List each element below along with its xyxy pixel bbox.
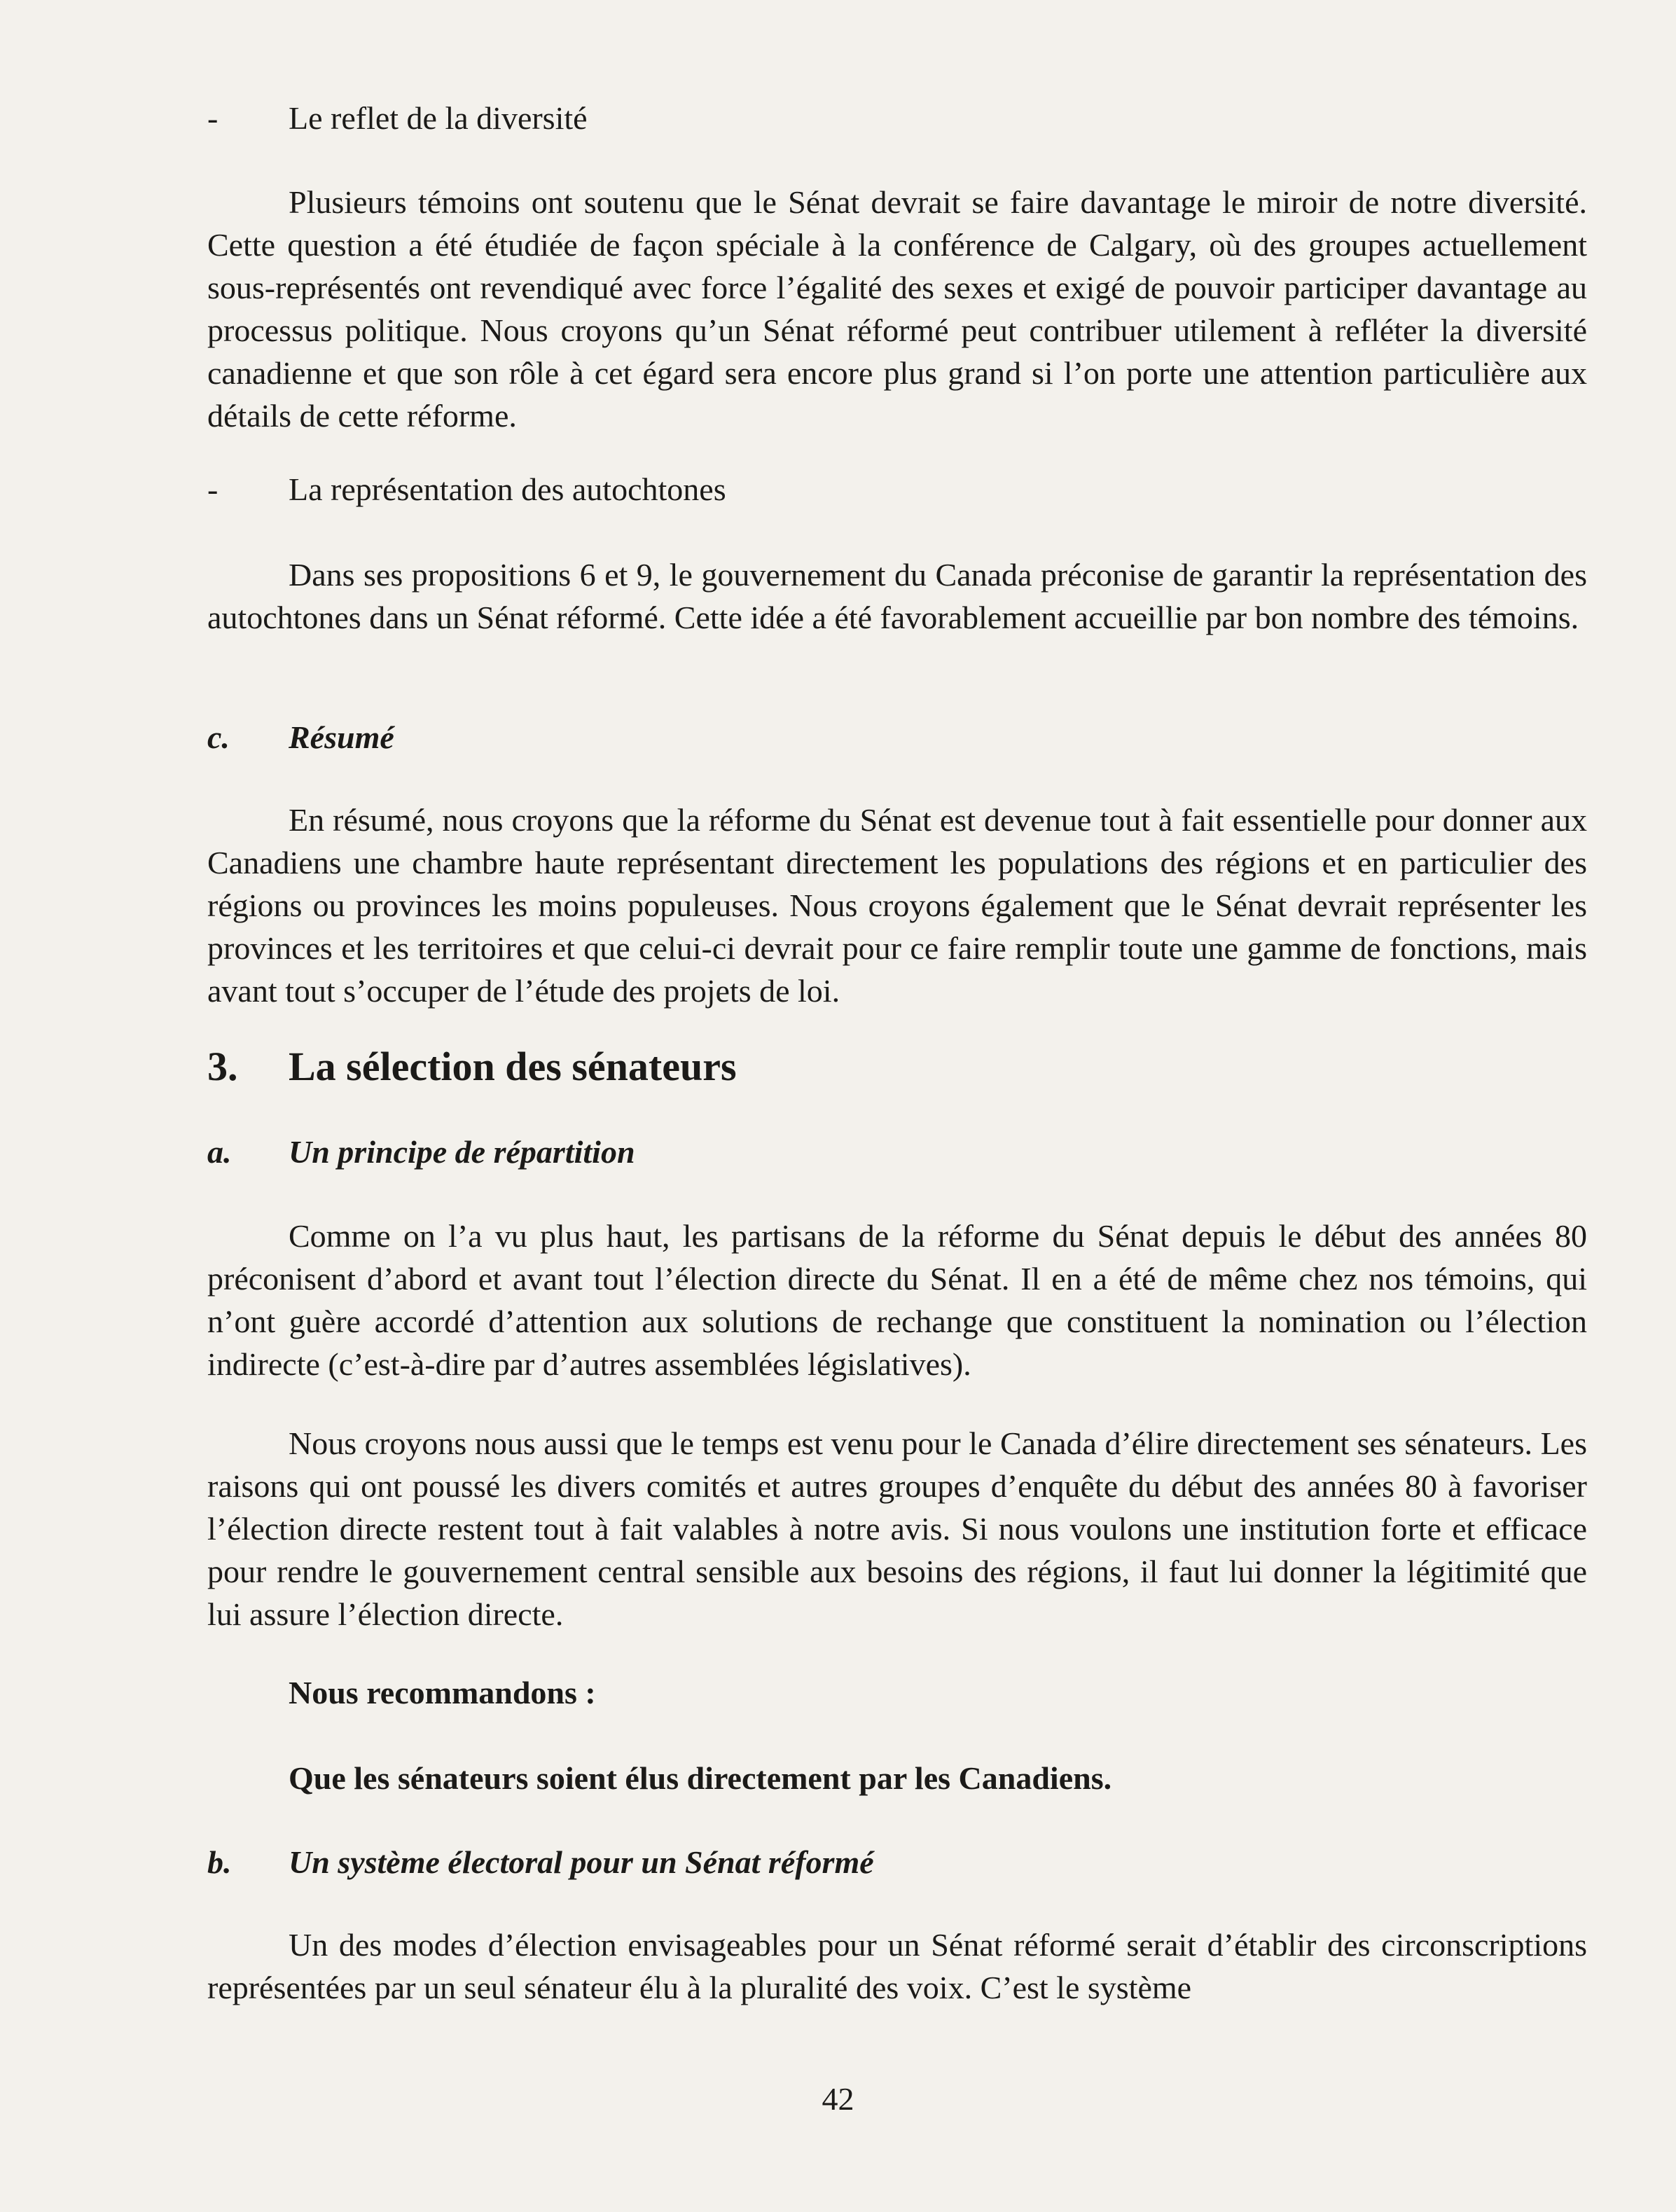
paragraph-text: Plusieurs témoins ont soutenu que le Sénat devrait se faire davantage le miroir de notre diversité. Cette question a été étudiée de façon spéciale à la conférence de Calgary, où des groupes actuellement sous-représentés ont revendiqué avec force l’égalité des sexes et exigé de pouvoir participer davantage au processus politique. Nous croyons qu’un Sénat réformé peut contribuer utilement à refléter la diversité canadienne et que son rôle à cet égard sera encore plus grand si l’on porte une attention particulière aux détails de cette réforme. — [207, 184, 1587, 434]
subheading-title: Un principe de répartition — [289, 1134, 635, 1170]
subheading — [207, 1841, 1587, 1883]
bullet-item — [207, 468, 1587, 511]
page-number: 42 — [822, 2081, 854, 2117]
paragraph-text: Comme on l’a vu plus haut, les partisans de la réforme du Sénat depuis le début des années 80 préconisent d’abord et avant tout l’élection directe du Sénat. Il en a été de même chez nos témoins, qui n’ont guère accordé d’attention aux solutions de rechange que constituent la nomination ou l’élection indirecte (c’est-à-dire par d’autres assemblées législatives). — [207, 1218, 1587, 1382]
paragraph — [207, 1923, 1587, 2009]
paragraph — [207, 1215, 1587, 1385]
bullet-text: Le reflet de la diversité — [289, 100, 588, 136]
bullet-item — [207, 97, 1587, 139]
paragraph — [207, 1422, 1587, 1636]
section-number: 3. — [207, 1044, 238, 1089]
paragraph — [207, 181, 1587, 437]
bullet-dash: - — [207, 471, 219, 507]
section-title: La sélection des sénateurs — [289, 1044, 737, 1089]
recommendation-intro — [207, 1671, 1587, 1714]
recommendation-intro-text: Nous recommandons : — [289, 1675, 596, 1710]
paragraph-text: Nous croyons nous aussi que le temps est venu pour le Canada d’élire directement ses sénateurs. Les raisons qui ont poussé les divers comités et autres groupes d’enquête du début des années 80 à favoriser l’élection directe restent tout à fait valables à notre avis. Si nous voulons une institution forte et efficace pour rendre le gouvernement central sensible aux besoins des régions, il faut lui donner la légitimité que lui assure l’élection directe. — [207, 1425, 1587, 1632]
paragraph-text: En résumé, nous croyons que la réforme du Sénat est devenue tout à fait essentielle pour donner aux Canadiens une chambre haute représentant directement les populations des régions et en particulier des régions ou provinces les moins populeuses. Nous croyons également que le Sénat devrait représenter les provinces et les territoires et que celui-ci devrait pour ce faire remplir toute une gamme de fonctions, mais avant tout s’occuper de l’étude des projets de loi. — [207, 802, 1587, 1009]
subheading — [207, 716, 1587, 759]
subheading-letter: c. — [207, 719, 230, 755]
paragraph-text: Un des modes d’élection envisageables pour un Sénat réformé serait d’établir des circonscriptions représentées par un seul sénateur élu à la pluralité des voix. C’est le système — [207, 1927, 1587, 2005]
section-heading — [207, 1042, 1587, 1091]
paragraph-text: Dans ses propositions 6 et 9, le gouvernement du Canada préconise de garantir la représentation des autochtones dans un Sénat réformé. Cette idée a été favorablement accueillie par bon nombre des témoins. — [207, 557, 1587, 635]
paragraph — [207, 553, 1587, 639]
bullet-text: La représentation des autochtones — [289, 471, 726, 507]
bullet-dash: - — [207, 100, 219, 136]
subheading-letter: b. — [207, 1844, 232, 1880]
subheading — [207, 1131, 1587, 1173]
subheading-title: Résumé — [289, 719, 394, 755]
paragraph — [207, 799, 1587, 1012]
subheading-letter: a. — [207, 1134, 232, 1170]
subheading-title: Un système électoral pour un Sénat réformé — [289, 1844, 874, 1880]
recommendation-text: Que les sénateurs soient élus directement par les Canadiens. — [289, 1760, 1112, 1796]
recommendation — [207, 1757, 1587, 1799]
